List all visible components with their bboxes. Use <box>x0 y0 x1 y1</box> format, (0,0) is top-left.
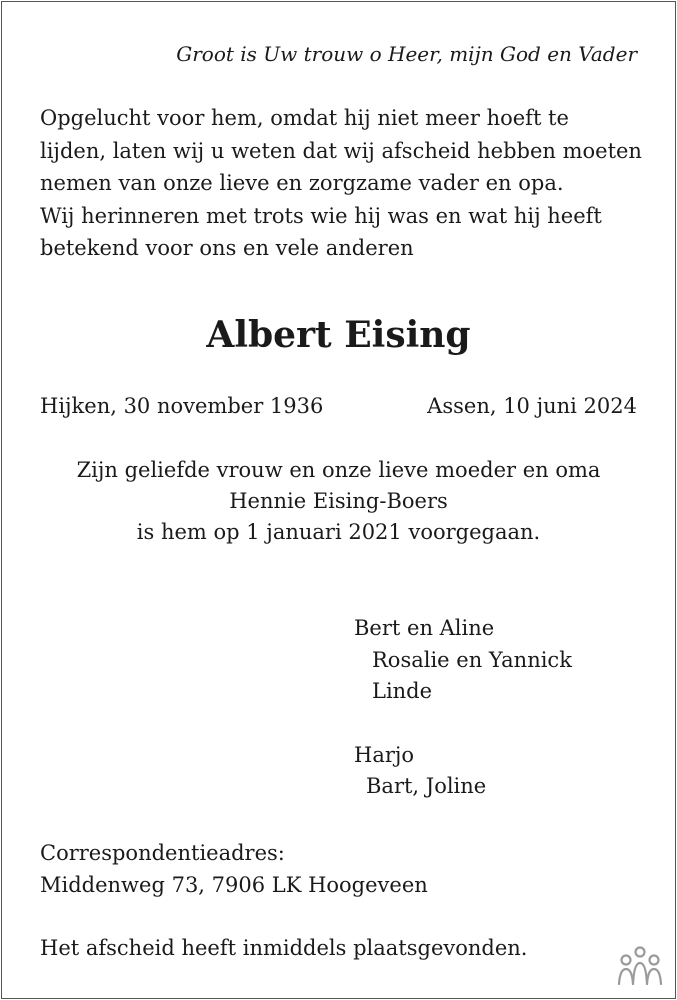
correspondence-label: Correspondentieadres: <box>40 841 285 865</box>
family-child: Rosalie en Yannick <box>372 647 572 672</box>
intro-line: Opgelucht voor hem, omdat hij niet meer hoeft te <box>40 106 569 130</box>
motto: Groot is Uw trouw o Heer, mijn God en Vader <box>176 42 637 66</box>
spouse-line: is hem op 1 januari 2021 voorgegaan. <box>136 520 541 544</box>
spouse-note <box>0 455 677 548</box>
family-child: Bart, Joline <box>366 774 487 798</box>
correspondence-address: Middenweg 73, 7906 LK Hoogeveen <box>40 873 428 897</box>
deceased-name: Albert Eising <box>206 314 471 356</box>
family-head: Harjo <box>354 742 415 767</box>
family-head: Bert en Aline <box>354 616 495 640</box>
death-place-date: Assen, 10 juni 2024 <box>427 394 637 418</box>
family-spacer <box>354 708 572 740</box>
family-child: Linde <box>372 679 433 703</box>
family-list <box>354 613 572 803</box>
spouse-name: Hennie Eising-Boers <box>229 489 448 513</box>
people-group-icon <box>617 944 663 988</box>
spouse-line: Zijn geliefde vrouw en onze lieve moeder en oma <box>76 458 601 482</box>
intro-text <box>40 102 642 265</box>
intro-line: nemen van onze lieve en zorgzame vader en opa. <box>40 171 564 195</box>
birth-place-date: Hijken, 30 november 1936 <box>40 394 324 418</box>
intro-line: lijden, laten wij u weten dat wij afscheid hebben moeten <box>40 138 642 163</box>
intro-line: Wij herinneren met trots wie hij was en wat hij heeft <box>40 203 602 228</box>
intro-line: betekend voor ons en vele anderen <box>40 236 414 260</box>
closing-note: Het afscheid heeft inmiddels plaatsgevonden. <box>40 936 528 960</box>
